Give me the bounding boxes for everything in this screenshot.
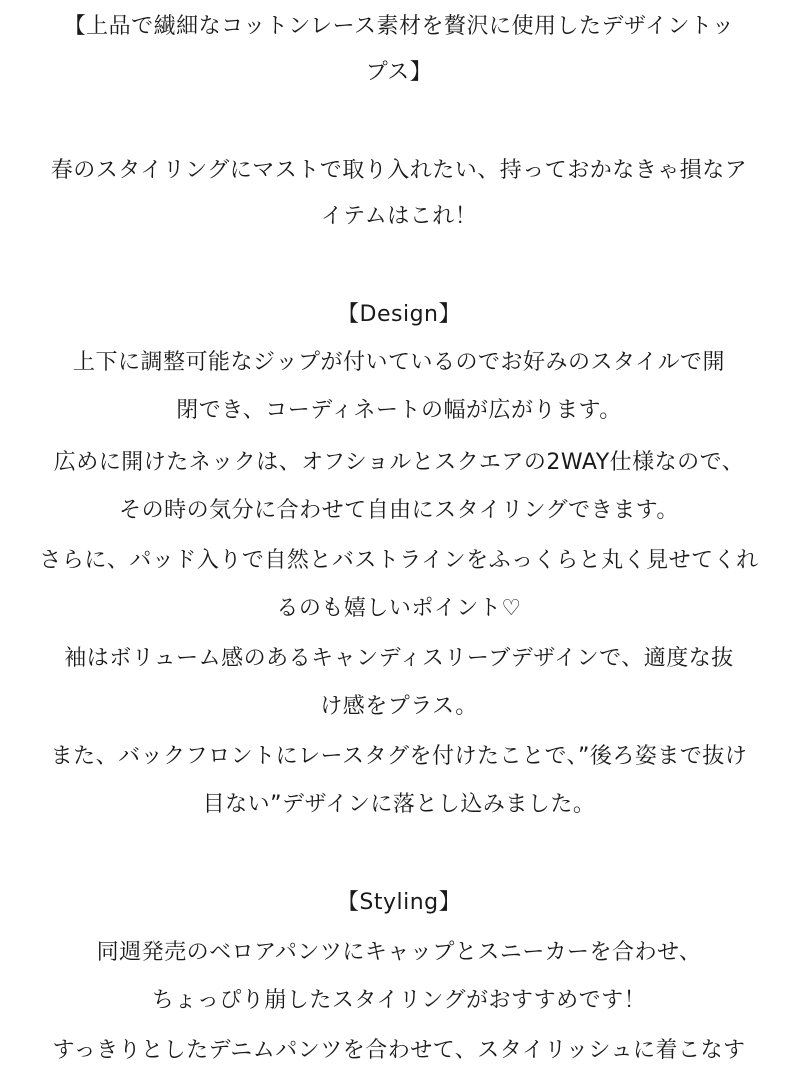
styling-line: ちょっぴり崩したスタイリングがおすすめです！ (151, 988, 647, 1013)
catch-copy-line-2: イテムはこれ！ (320, 204, 478, 229)
design-line: 閉でき、コーディネートの幅が広がります。 (176, 398, 622, 423)
catch-copy-line-1: 春のスタイリングにマストで取り入れたい、持っておかなきゃ損なア (50, 158, 748, 183)
design-line: その時の気分に合わせて自由にスタイリングできます。 (119, 498, 679, 523)
headline-line-2: プス】 (365, 60, 433, 85)
design-line: さらに、パッド入りで自然とバストラインをふっくらと丸く見せてくれ (39, 548, 759, 573)
headline-line-1: 【上品で繊細なコットンレース素材を贅沢に使用したデザイントッ (63, 14, 735, 39)
design-line: け感をプラス。 (320, 694, 478, 719)
styling-line: すっきりとしたデニムパンツを合わせて、スタイリッシュに着こなす (52, 1038, 746, 1063)
styling-heading: 【Styling】 (336, 890, 462, 915)
design-heading: 【Design】 (337, 302, 461, 327)
design-line: 広めに開けたネックは、オフショルとスクエアの2WAY仕様なので、 (53, 450, 745, 475)
design-line: また、バックフロントにレースタグを付けたことで、”後ろ姿まで抜け (50, 744, 748, 769)
design-line: 上下に調整可能なジップが付いているのでお好みのスタイルで開 (72, 350, 726, 375)
design-line: 袖はボリューム感のあるキャンディスリーブデザインで、適度な抜 (64, 646, 734, 671)
design-line: るのも嬉しいポイント♡ (276, 596, 522, 621)
styling-line: 同週発売のベロアパンツにキャップとスニーカーを合わせ、 (96, 940, 702, 965)
design-line: 目ない”デザインに落とし込みました。 (202, 792, 596, 817)
